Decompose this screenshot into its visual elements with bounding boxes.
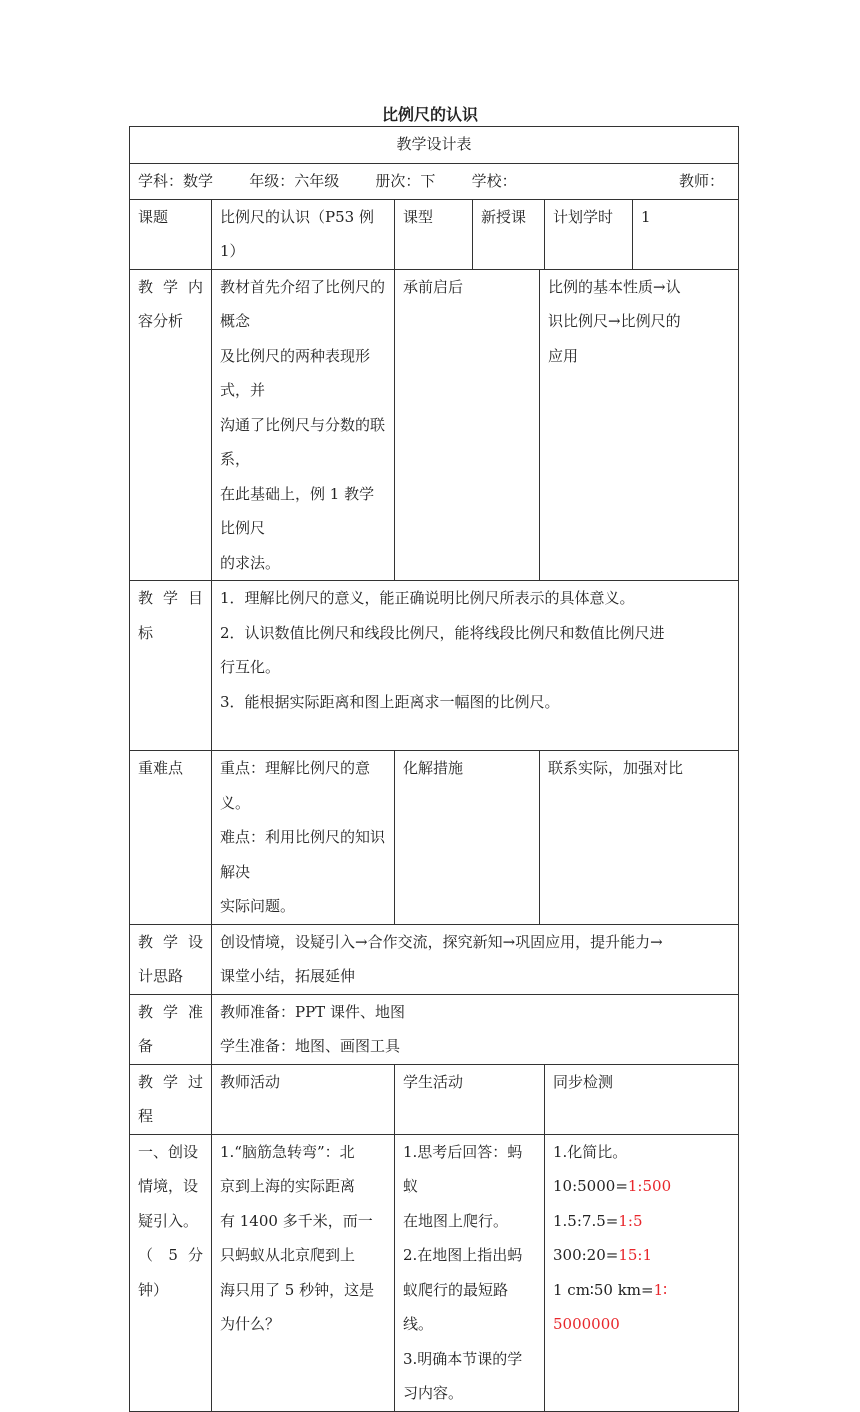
preparation-label: 教 学 准 备 <box>130 994 212 1064</box>
preparation-text: 教师准备：PPT 课件、地图 学生准备：地图、画图工具 <box>212 994 739 1064</box>
grade-label: 年级：六年级 <box>249 172 340 190</box>
lesson-type-value: 新授课 <box>473 199 545 269</box>
key-points-label: 重难点 <box>130 751 212 925</box>
info-row <box>130 164 739 200</box>
step1-sync-check: 1.化简比。 10:5000=1:500 1.5:7.5=1:5 300:20=15:1 1 cm∶50 km=1∶ 5000000 <box>545 1134 739 1411</box>
goals-text: 1．理解比例尺的意义，能正确说明比例尺所表示的具体意义。 2．认识数值比例尺和线段比例尺，能将线段比例尺和数值比例尺进 行互化。 3．能根据实际距离和图上距离求一幅图的比例尺。 <box>212 581 739 751</box>
continuity-text: 比例的基本性质→认 识比例尺→比例尺的 应用 <box>540 269 739 581</box>
planned-hours-label: 计划学时 <box>545 199 633 269</box>
subject-label: 学科：数学 <box>138 172 214 190</box>
design-idea-text: 创设情境，设疑引入→合作交流，探究新知→巩固应用，提升能力→ 课堂小结，拓展延伸 <box>212 924 739 994</box>
volume-label: 册次：下 <box>375 172 436 190</box>
answer-3: 15:1 <box>618 1246 653 1264</box>
planned-hours-value: 1 <box>633 199 739 269</box>
student-activity-header: 学生活动 <box>395 1064 545 1134</box>
answer-4: 1∶ <box>653 1280 668 1299</box>
continuity-label: 承前启后 <box>395 269 540 581</box>
document-title: 比例尺的认识 <box>381 105 478 124</box>
step1-label: 一、创设 情境，设 疑引入。 （ 5 分 钟） <box>130 1134 212 1411</box>
answer-1: 1:500 <box>627 1177 672 1195</box>
school-label: 学校： <box>471 172 517 190</box>
lesson-type-label: 课型 <box>395 199 473 269</box>
table-title: 教学设计表 <box>130 127 739 164</box>
content-analysis-label: 教 学 内 容分析 <box>130 269 212 581</box>
answer-2: 1:5 <box>618 1211 643 1230</box>
design-idea-label: 教 学 设 计思路 <box>130 924 212 994</box>
topic-value: 比例尺的认识（P53 例 1） <box>212 199 395 269</box>
lesson-design-table <box>129 126 739 1412</box>
resolution-text: 联系实际，加强对比 <box>540 751 739 925</box>
content-analysis-text: 教材首先介绍了比例尺的概念 及比例尺的两种表现形式，并 沟通了比例尺与分数的联系， 在此基础上，例 1 教学比例尺 的求法。 <box>212 269 395 581</box>
step1-student-activity: 1.思考后回答：蚂蚁 在地图上爬行。 2.在地图上指出蚂 蚁爬行的最短路线。 3.明确本节课的学 习内容。 <box>395 1134 545 1411</box>
sync-check-header: 同步检测 <box>545 1064 739 1134</box>
resolution-label: 化解措施 <box>395 751 540 925</box>
goals-label: 教 学 目 标 <box>130 581 212 751</box>
step1-teacher-activity: 1.“脑筋急转弯”：北 京到上海的实际距离 有 1400 多千米，而一 只蚂蚁从北京爬到上 海只用了 5 秒钟，这是 为什么？ <box>212 1134 395 1411</box>
teacher-activity-header: 教师活动 <box>212 1064 395 1134</box>
key-points-text: 重点：理解比例尺的意义。 难点：利用比例尺的知识解决 实际问题。 <box>212 751 395 925</box>
topic-label: 课题 <box>130 199 212 269</box>
teacher-label: 教师： <box>679 172 725 190</box>
process-label: 教 学 过 程 <box>130 1064 212 1134</box>
